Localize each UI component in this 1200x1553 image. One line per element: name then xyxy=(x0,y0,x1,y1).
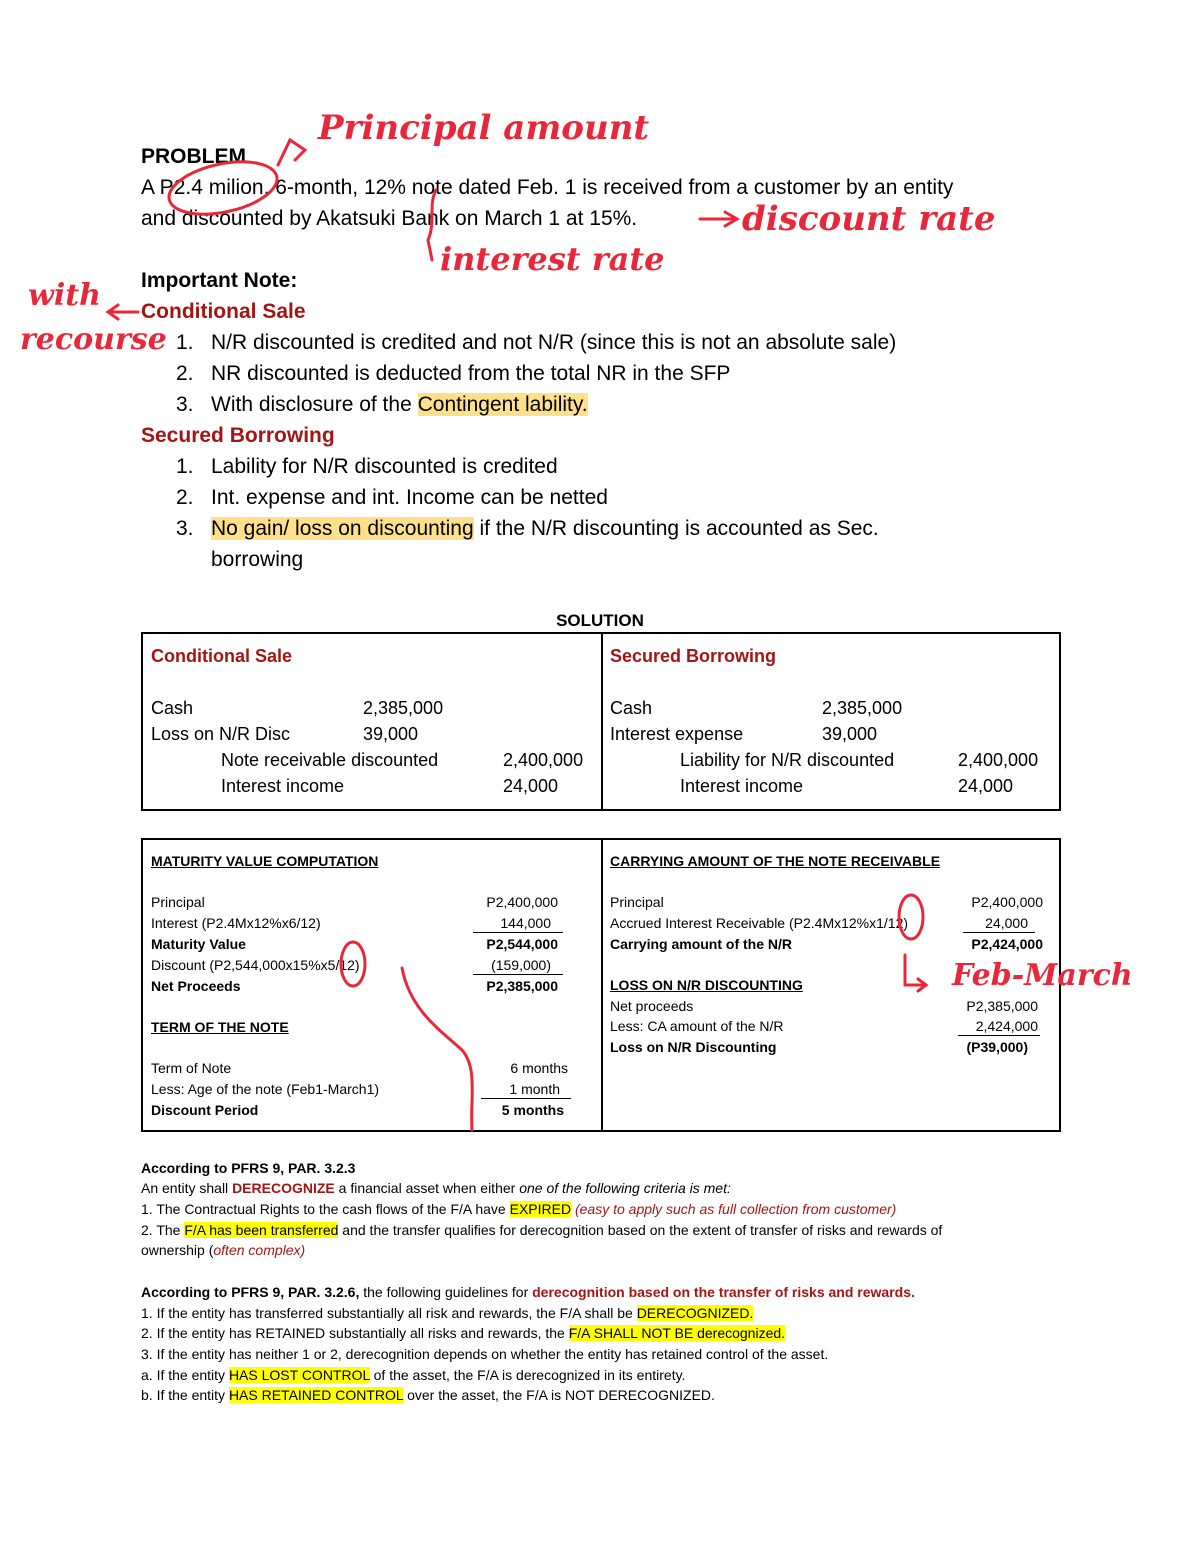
calc-label: Term of Note xyxy=(151,1060,232,1076)
pfrs-326-item-2: 2. If the entity has RETAINED substantially all risks and rewards, the F/A SHALL NOT BE derecognized. xyxy=(141,1325,786,1341)
calc-label: Net Proceeds xyxy=(151,978,241,994)
calc-value: 5 months xyxy=(501,1102,564,1118)
list-number: 3. xyxy=(176,393,194,416)
entry-credit: 24,000 xyxy=(503,776,559,796)
entry-debit: 39,000 xyxy=(822,724,878,744)
ink-arrow xyxy=(108,305,138,319)
calc-label: Accrued Interest Receivable (P2.4Mx12%x1/12) xyxy=(610,915,909,931)
calc-label: Less: Age of the note (Feb1-March1) xyxy=(151,1081,380,1097)
conditional-sale-title: Conditional Sale xyxy=(151,646,293,666)
entry-debit: 2,385,000 xyxy=(363,698,444,718)
calc-value: P2,400,000 xyxy=(971,894,1043,910)
ink-circle xyxy=(341,942,365,986)
calc-label: Net proceeds xyxy=(610,998,694,1014)
ink-interest-rate: interest rate xyxy=(440,240,665,278)
pfrs-323-intro: An entity shall DERECOGNIZE a financial asset when either one of the following criteria is met: xyxy=(141,1180,731,1196)
list-number: 2. xyxy=(176,362,194,385)
list-item: Int. expense and int. Income can be netted xyxy=(211,486,608,509)
pfrs-326-heading: According to PFRS 9, PAR. 3.2.6, the following guidelines for derecognition based on the transfer of risks and rewards. xyxy=(141,1284,915,1300)
list-item: NR discounted is deducted from the total NR in the SFP xyxy=(211,362,731,385)
pfrs-323-item-1: 1. The Contractual Rights to the cash flows of the F/A have EXPIRED (easy to apply such as full collection from customer) xyxy=(141,1201,897,1217)
calc-value: P2,424,000 xyxy=(971,936,1043,952)
problem-heading: PROBLEM xyxy=(141,145,246,168)
ink-principal-amount: Principal amount xyxy=(318,108,650,148)
note-heading: Important Note: xyxy=(141,269,298,292)
ink-arrow xyxy=(278,140,305,165)
pfrs-326-item-a: a. If the entity HAS LOST CONTROL of the asset, the F/A is derecognized in its entirety. xyxy=(141,1367,686,1383)
list-item: Lability for N/R discounted is credited xyxy=(211,455,558,478)
calc-value: 6 months xyxy=(510,1060,568,1076)
calc-value: 1 month xyxy=(509,1081,560,1097)
problem-line-1: A P2.4 milion, 6-month, 12% note dated Feb. 1 is received from a customer by an entity xyxy=(141,176,954,199)
entry-label: Note receivable discounted xyxy=(221,750,439,770)
calc-value: 2,424,000 xyxy=(975,1018,1038,1034)
entry-label: Liability for N/R discounted xyxy=(680,750,895,770)
calc-value: (P39,000) xyxy=(966,1039,1028,1055)
ink-arrow xyxy=(700,212,737,226)
list-number: 1. xyxy=(176,331,194,354)
calc-label: Carrying amount of the N/R xyxy=(610,936,793,952)
contingent-highlight: Contingent lability. xyxy=(417,393,588,416)
carrying-title: CARRYING AMOUNT OF THE NOTE RECEIVABLE xyxy=(610,853,941,869)
ink-with: with xyxy=(28,278,101,313)
conditional-heading: Conditional Sale xyxy=(141,300,306,323)
entry-label: Interest income xyxy=(221,776,345,796)
list-number: 3. xyxy=(176,517,194,540)
list-number: 1. xyxy=(176,455,194,478)
ink-arrow xyxy=(905,955,926,991)
calc-value: P2,400,000 xyxy=(486,894,558,910)
calc-value: 24,000 xyxy=(985,915,1028,931)
secured-borrowing-title: Secured Borrowing xyxy=(610,646,777,666)
calc-label: Principal xyxy=(151,894,205,910)
list-item: With disclosure of the Contingent lability. xyxy=(211,393,588,416)
maturity-title: MATURITY VALUE COMPUTATION xyxy=(151,853,379,869)
ink-feb-march: Feb-March xyxy=(952,958,1133,993)
entry-label: Loss on N/R Disc xyxy=(151,724,291,744)
list-item-continued: borrowing xyxy=(211,548,304,571)
list-item: No gain/ loss on discounting if the N/R discounting is accounted as Sec. xyxy=(211,517,879,540)
ink-discount-rate: discount rate xyxy=(742,199,996,239)
ink-arrow xyxy=(402,968,472,1130)
pfrs-323-item-2-cont: ownership (often complex) xyxy=(141,1242,306,1258)
entry-label: Interest income xyxy=(680,776,804,796)
ink-recourse: recourse xyxy=(20,322,167,357)
solution-title: SOLUTION xyxy=(556,611,644,630)
calc-label: Discount Period xyxy=(151,1102,259,1118)
calc-label: Maturity Value xyxy=(151,936,246,952)
entry-credit: 24,000 xyxy=(958,776,1014,796)
calc-value: (159,000) xyxy=(491,957,551,973)
entry-credit: 2,400,000 xyxy=(503,750,584,770)
pfrs-323-heading: According to PFRS 9, PAR. 3.2.3 xyxy=(141,1160,356,1176)
pfrs-326-item-1: 1. If the entity has transferred substantially all risk and rewards, the F/A shall be DERECOGNIZED. xyxy=(141,1305,754,1321)
calc-label: Less: CA amount of the N/R xyxy=(610,1018,784,1034)
calc-label: Interest (P2.4Mx12%x6/12) xyxy=(151,915,321,931)
pfrs-326-item-b: b. If the entity HAS RETAINED CONTROL over the asset, the F/A is NOT DERECOGNIZED. xyxy=(141,1387,715,1403)
list-item: N/R discounted is credited and not N/R (since this is not an absolute sale) xyxy=(211,331,897,354)
calc-label: Principal xyxy=(610,894,664,910)
entry-debit: 39,000 xyxy=(363,724,419,744)
ink-circle xyxy=(899,895,923,939)
entry-label: Cash xyxy=(151,698,194,718)
calc-value: P2,544,000 xyxy=(486,936,558,952)
entry-credit: 2,400,000 xyxy=(958,750,1039,770)
problem-line-2: and discounted by Akatsuki Bank on March 1 at 15%. xyxy=(141,207,638,230)
secured-heading: Secured Borrowing xyxy=(141,424,335,447)
list-number: 2. xyxy=(176,486,194,509)
calc-label: Discount (P2,544,000x15%x5/12) xyxy=(151,957,360,973)
entry-debit: 2,385,000 xyxy=(822,698,903,718)
entry-label: Cash xyxy=(610,698,653,718)
ink-circle xyxy=(164,153,282,223)
pfrs-323-item-2: 2. The F/A has been transferred and the transfer qualifies for derecognition based on the extent of transfer of risks and rewards of xyxy=(141,1222,943,1238)
pfrs-326-item-3: 3. If the entity has neither 1 or 2, derecognition depends on whether the entity has retained control of the asset. xyxy=(141,1346,829,1362)
loss-title: LOSS ON N/R DISCOUNTING xyxy=(610,977,803,993)
calc-label: Loss on N/R Discounting xyxy=(610,1039,777,1055)
calc-value: P2,385,000 xyxy=(966,998,1038,1014)
calc-value: 144,000 xyxy=(500,915,551,931)
term-title: TERM OF THE NOTE xyxy=(151,1019,289,1035)
entry-label: Interest expense xyxy=(610,724,744,744)
calc-value: P2,385,000 xyxy=(486,978,558,994)
no-gain-highlight: No gain/ loss on discounting xyxy=(211,517,474,540)
ink-arrow xyxy=(428,190,436,260)
